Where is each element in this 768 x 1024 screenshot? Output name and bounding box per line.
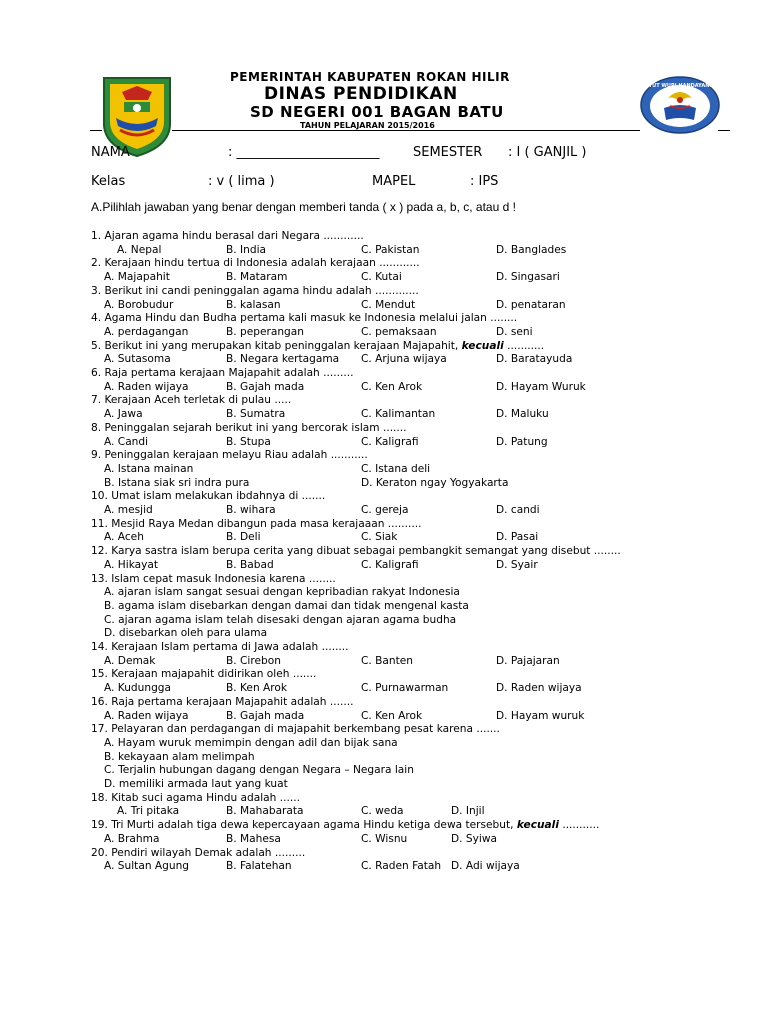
question-3 [91, 285, 419, 297]
answer-option: A. Nepal [117, 243, 162, 256]
question-17 [91, 723, 500, 735]
answer-option: A. Jawa [104, 408, 143, 421]
answer-option: C. Kalimantan [361, 408, 436, 421]
answer-option: B. India [226, 243, 267, 256]
question-emphasis: kecuali [461, 339, 504, 352]
question-text: 18. Kitab suci agama Hindu adalah ...... [91, 791, 300, 804]
question-text: 8. Peninggalan sejarah berikut ini yang bercorak islam ....... [91, 421, 407, 434]
question-text: 14. Kerajaan Islam pertama di Jawa adalah ........ [91, 641, 349, 653]
answer-option: B. kekayaan alam melimpah [104, 750, 255, 763]
answer-option: B. Stupa [226, 435, 271, 448]
question-text: 5. Berikut ini yang merupakan kitab peninggalan kerajaan Majapahit, [91, 339, 462, 352]
question-text: 4. Agama Hindu dan Budha pertama kali masuk ke Indonesia melalui jalan ........ [91, 312, 518, 325]
answer-option: B. Mahabarata [226, 805, 304, 818]
question-text-end: ........... [503, 339, 545, 352]
question-6 [91, 367, 353, 379]
question-text: 17. Pelayaran dan perdagangan di majapahit berkembang pesat karena ....... [91, 723, 500, 736]
answer-option: A. Demak [104, 654, 156, 667]
tut-wuri-handayani-logo [640, 76, 720, 134]
question-20 [91, 847, 305, 859]
answer-option: C. Terjalin hubungan dagang dengan Negara – Negara lain [104, 764, 414, 777]
answer-option: B. Negara kertagama [226, 353, 340, 366]
answer-option: D. Syiwa [451, 832, 497, 845]
answer-option: B. Gajah mada [226, 709, 305, 722]
mapel-value: : IPS [470, 174, 499, 189]
answer-option: A. Candi [104, 435, 149, 448]
answer-option: B. Mahesa [226, 832, 281, 845]
answer-option: A. Brahma [104, 832, 160, 845]
answer-option: D. Keraton ngay Yogyakarta [361, 476, 509, 489]
question-text: 10. Umat islam melakukan ibdahnya di ....... [91, 490, 326, 503]
question-text: 7. Kerajaan Aceh terletak di pulau ..... [91, 394, 292, 407]
kelas-label: Kelas [91, 174, 126, 189]
question-8 [91, 422, 407, 434]
question-12 [91, 545, 621, 557]
kelas-value: : v ( lima ) [208, 174, 275, 189]
answer-option: A. Tri pitaka [117, 805, 180, 818]
answer-option: C. Siak [361, 531, 398, 544]
answer-option: D. Raden wijaya [496, 682, 582, 695]
answer-option: D. Baratayuda [496, 353, 573, 366]
answer-option: A. perdagangan [104, 325, 189, 338]
answer-option: A. Borobudur [104, 298, 174, 311]
question-13 [91, 573, 336, 585]
question-text: 6. Raja pertama kerajaan Majapahit adalah ......... [91, 367, 354, 379]
question-9 [91, 449, 368, 461]
question-1 [91, 230, 364, 242]
question-text: 2. Kerajaan hindu tertua di Indonesia adalah kerajaan ............ [91, 257, 420, 270]
answer-option: B. Mataram [226, 271, 288, 284]
answer-option: A. Hayam wuruk memimpin dengan adil dan bijak sana [104, 736, 398, 749]
logo-motto: TUT WURI HANDAYANI [648, 83, 712, 89]
mapel-label: MAPEL [372, 174, 416, 189]
answer-option: C. Banten [361, 654, 413, 667]
school-title: SD NEGERI 001 BAGAN BATU [250, 103, 504, 121]
question-text: 3. Berikut ini candi peninggalan agama hindu adalah ............. [91, 284, 419, 297]
answer-option: C. Raden Fatah [361, 860, 442, 873]
header-rule-left-mid [172, 130, 248, 131]
answer-option: C. Kaligrafi [361, 558, 419, 571]
answer-option: B. wihara [226, 504, 276, 516]
question-text: 15. Kerajaan majapahit didirikan oleh ....... [91, 668, 317, 681]
answer-option: D. Hayam Wuruk [496, 380, 586, 393]
semester-value: : I ( GANJIL ) [508, 145, 587, 160]
answer-option: A. Sutasoma [104, 353, 171, 366]
question-text: 9. Peninggalan kerajaan melayu Riau adalah ........... [91, 449, 368, 462]
answer-option: C. pemaksaan [361, 325, 437, 338]
question-10 [91, 490, 325, 502]
government-title: PEMERINTAH KABUPATEN ROKAN HILIR [230, 70, 510, 84]
answer-option: B. Gajah mada [226, 380, 305, 393]
header-rule-center [248, 130, 640, 131]
answer-option: D. Maluku [496, 408, 549, 421]
office-title: DINAS PENDIDIKAN [264, 84, 458, 104]
question-text: 1. Ajaran agama hindu berasal dari Negara ............ [91, 230, 364, 242]
question-14 [91, 641, 349, 653]
answer-option: A. Raden wijaya [104, 709, 189, 722]
answer-option: B. Istana siak sri indra pura [104, 476, 250, 489]
answer-option: D. Hayam wuruk [496, 709, 585, 722]
question-text: 13. Islam cepat masuk Indonesia karena ........ [91, 572, 336, 585]
question-text: 20. Pendiri wilayah Demak adalah ......... [91, 846, 306, 859]
answer-option: A. mesjid [104, 504, 153, 516]
answer-option: D. Pasai [496, 531, 539, 544]
answer-option: B. Ken Arok [226, 682, 288, 695]
answer-option: B. Falatehan [226, 860, 292, 873]
answer-option: C. Istana deli [361, 462, 431, 475]
answer-option: B. kalasan [226, 298, 281, 311]
question-text: 16. Raja pertama kerajaan Majapahit adalah ....... [91, 695, 354, 708]
question-text: 19. Tri Murti adalah tiga dewa kepercayaan agama Hindu ketiga dewa tersebut, [91, 819, 517, 832]
answer-option: D. disebarkan oleh para ulama [104, 627, 268, 640]
answer-option: C. weda [361, 805, 404, 818]
answer-option: D. Injil [451, 805, 485, 818]
question-7 [91, 394, 291, 406]
answer-option: D. Patung [496, 435, 548, 448]
question-5 [91, 340, 544, 352]
answer-option: C. Pakistan [361, 243, 420, 256]
question-text-end: ........... [558, 819, 600, 832]
answer-option: C. Purnawarman [361, 682, 449, 695]
answer-option: D. candi [496, 504, 540, 516]
instruction: A.Pilihlah jawaban yang benar dengan memberi tanda ( x ) pada a, b, c, atau d ! [91, 200, 516, 214]
answer-option: C. Ken Arok [361, 380, 423, 393]
question-text: 12. Karya sastra islam berupa cerita yang dibuat sebagai pembangkit semangat yang disebut ........ [91, 545, 621, 558]
question-11 [91, 518, 421, 530]
answer-option: A. Raden wijaya [104, 380, 189, 393]
question-19 [91, 819, 599, 831]
question-2 [91, 257, 420, 269]
answer-option: C. Arjuna wijaya [361, 353, 447, 366]
header-rule-left [90, 130, 102, 131]
answer-option: A. Majapahit [104, 271, 170, 284]
question-text: 11. Mesjid Raya Medan dibangun pada masa kerajaaan .......... [91, 517, 422, 530]
nama-label: NAMA [91, 145, 130, 160]
question-16 [91, 696, 353, 708]
answer-option: A. Hikayat [104, 558, 159, 571]
answer-option: C. ajaran agama islam telah disesaki dengan ajaran agama budha [104, 613, 457, 626]
answer-option: D. Adi wijaya [451, 860, 520, 873]
question-emphasis: kecuali [516, 819, 559, 832]
answer-option: D. penataran [496, 298, 566, 311]
answer-option: A. Sultan Agung [104, 860, 190, 873]
question-4 [91, 312, 517, 324]
answer-option: B. Babad [226, 558, 274, 571]
answer-option: D. Singasari [496, 271, 560, 284]
question-15 [91, 668, 316, 680]
answer-option: D. Banglades [496, 243, 567, 256]
semester-label: SEMESTER [413, 145, 483, 160]
academic-year: TAHUN PELAJARAN 2015/2016 [300, 121, 435, 130]
answer-option: B. peperangan [226, 325, 304, 338]
answer-option: A. Aceh [104, 531, 144, 544]
answer-option: A. ajaran islam sangat sesuai dengan kepribadian rakyat Indonesia [104, 586, 460, 599]
question-18 [91, 792, 300, 804]
answer-option: B. Cirebon [226, 654, 281, 667]
answer-option: A. Kudungga [104, 682, 172, 695]
answer-option: B. Deli [226, 531, 261, 544]
answer-option: D. memiliki armada laut yang kuat [104, 778, 288, 790]
answer-option: B. agama islam disebarkan dengan damai dan tidak mengenal kasta [104, 599, 469, 612]
answer-option: C. Kaligrafi [361, 435, 419, 448]
answer-option: C. Kutai [361, 271, 402, 284]
answer-option: C. Mendut [361, 298, 416, 311]
header-rule-right [718, 130, 730, 131]
answer-option: D. Pajajaran [496, 654, 560, 667]
answer-option: D. Syair [496, 558, 538, 571]
answer-option: A. Istana mainan [104, 462, 194, 475]
answer-option: B. Sumatra [226, 408, 286, 421]
answer-option: C. gereja [361, 504, 409, 516]
answer-option: C. Ken Arok [361, 709, 423, 722]
answer-option: D. seni [496, 325, 533, 338]
nama-value[interactable]: : ______________________ [228, 145, 380, 160]
answer-option: C. Wisnu [361, 832, 408, 845]
